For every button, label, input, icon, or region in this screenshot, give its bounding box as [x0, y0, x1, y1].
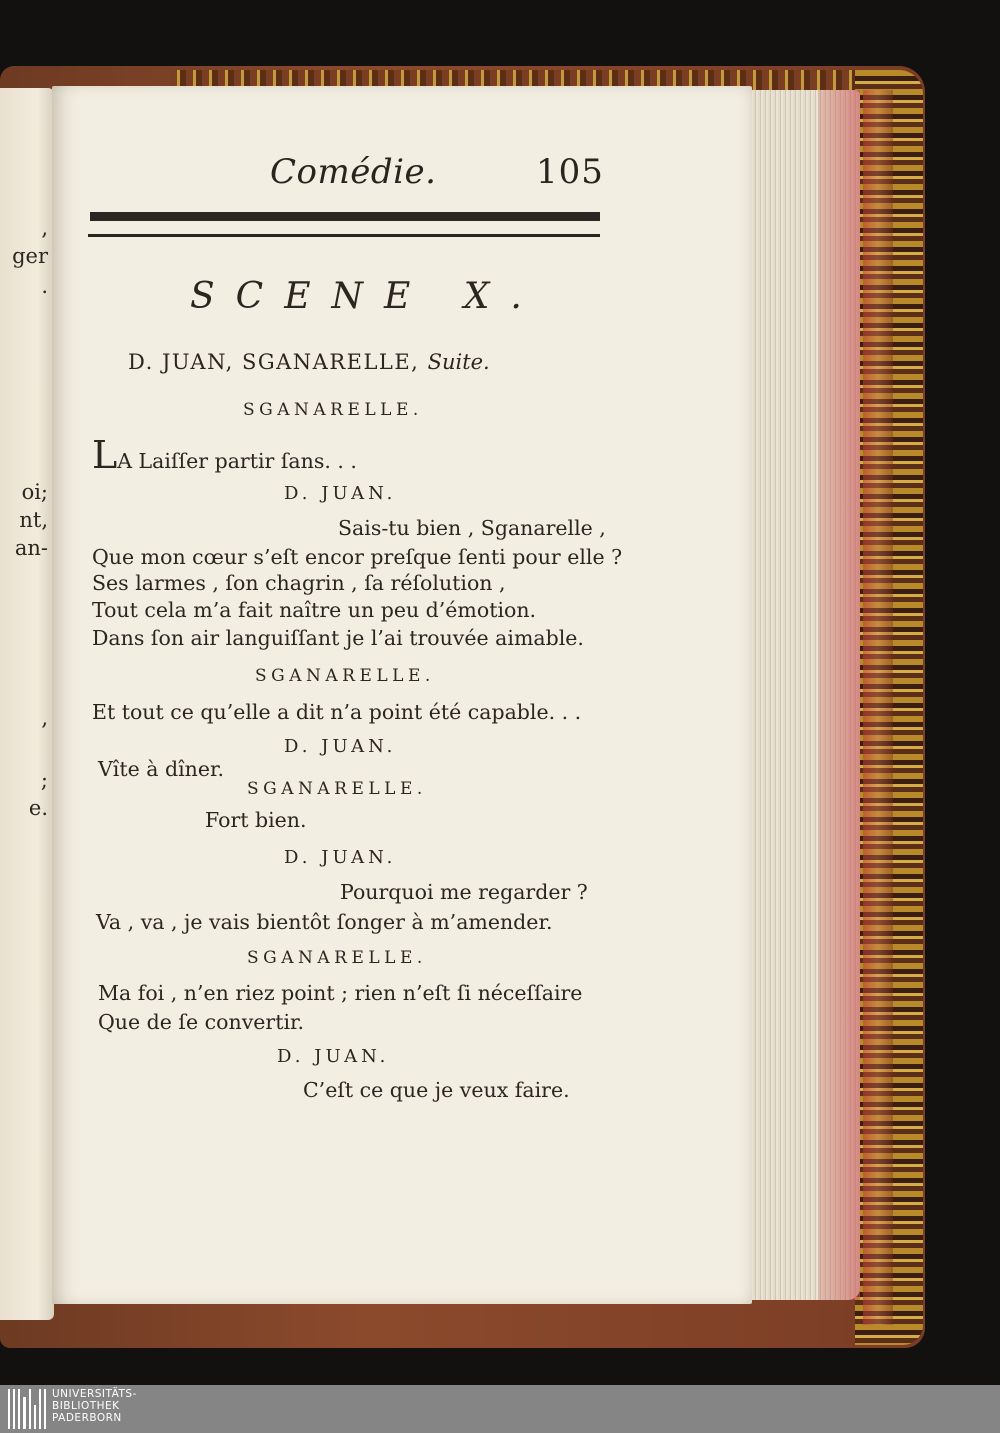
left-fragment: an- — [14, 536, 48, 560]
page-block-edge — [748, 90, 860, 1300]
dialogue-line: Ma foi , n’en riez point ; rien n’eſt ſi néceſſaire — [98, 981, 583, 1005]
left-fragment: . — [41, 274, 48, 298]
left-fragment: , — [41, 216, 48, 240]
dialogue-line: C’eſt ce que je veux faire. — [303, 1078, 570, 1102]
running-head: Comédie. — [270, 152, 437, 192]
library-name — [52, 1388, 137, 1424]
left-fragment: nt, — [19, 508, 48, 532]
left-page — [0, 88, 54, 1320]
speaker-name: SGANARELLE. — [247, 779, 427, 799]
cover-gilt-edge — [855, 70, 923, 1345]
dialogue-line: Que de ſe convertir. — [98, 1010, 305, 1034]
library-logo-icon — [8, 1389, 46, 1429]
dialogue-line: Vîte à dîner. — [98, 757, 225, 781]
library-name-line: UNIVERSITÄTS- — [52, 1388, 137, 1400]
header-rule-thin — [88, 234, 600, 237]
dialogue-line — [92, 433, 357, 477]
speaker-name: D. JUAN. — [284, 483, 397, 504]
library-footer — [0, 1385, 1000, 1433]
dialogue-line: Va , va , je vais bientôt ſonger à m’amender. — [96, 910, 553, 934]
speaker-name: SGANARELLE. — [255, 666, 435, 686]
dialogue-line: Et tout ce qu’elle a dit n’a point été capable. . . — [92, 700, 582, 724]
speaker-name: D. JUAN. — [277, 1046, 390, 1067]
dialogue-line: Tout cela m’a fait naître un peu d’émotion. — [92, 598, 537, 622]
left-fragment: oi; — [21, 480, 48, 504]
dialogue-line: Dans ſon air languiſſant je l’ai trouvée aimable. — [92, 626, 584, 650]
cast-list — [128, 350, 490, 374]
page-number: 105 — [536, 152, 604, 192]
left-fragment: , — [41, 706, 48, 730]
cast-suite: Suite. — [427, 350, 490, 374]
dialogue-text: A Laiſſer partir ſans. . . — [117, 449, 357, 473]
dialogue-line: Fort bien. — [205, 808, 307, 832]
dialogue-line: Pourquoi me regarder ? — [340, 880, 588, 904]
speaker-name: D. JUAN. — [284, 736, 397, 757]
drop-cap: L — [92, 433, 118, 477]
left-fragment: e. — [28, 796, 48, 820]
library-name-line: BIBLIOTHEK — [52, 1400, 120, 1412]
left-fragment: ; — [40, 768, 48, 792]
speaker-name: SGANARELLE. — [247, 948, 427, 968]
speaker-name: SGANARELLE. — [243, 400, 423, 420]
cast-names: D. JUAN, SGANARELLE, — [128, 350, 420, 374]
dialogue-line: Ses larmes , ſon chagrin , ſa réſolution , — [92, 571, 506, 595]
header-rule-thick — [90, 212, 600, 221]
library-name-line: PADERBORN — [52, 1412, 122, 1424]
dialogue-line: Que mon cœur s’eſt encor preſque ſenti pour elle ? — [92, 545, 623, 569]
scene-title: SCENE X. — [190, 276, 543, 317]
right-page — [52, 86, 752, 1304]
left-fragment: ger — [12, 244, 48, 268]
dialogue-line: Sais-tu bien , Sganarelle , — [338, 516, 606, 540]
speaker-name: D. JUAN. — [284, 847, 397, 868]
